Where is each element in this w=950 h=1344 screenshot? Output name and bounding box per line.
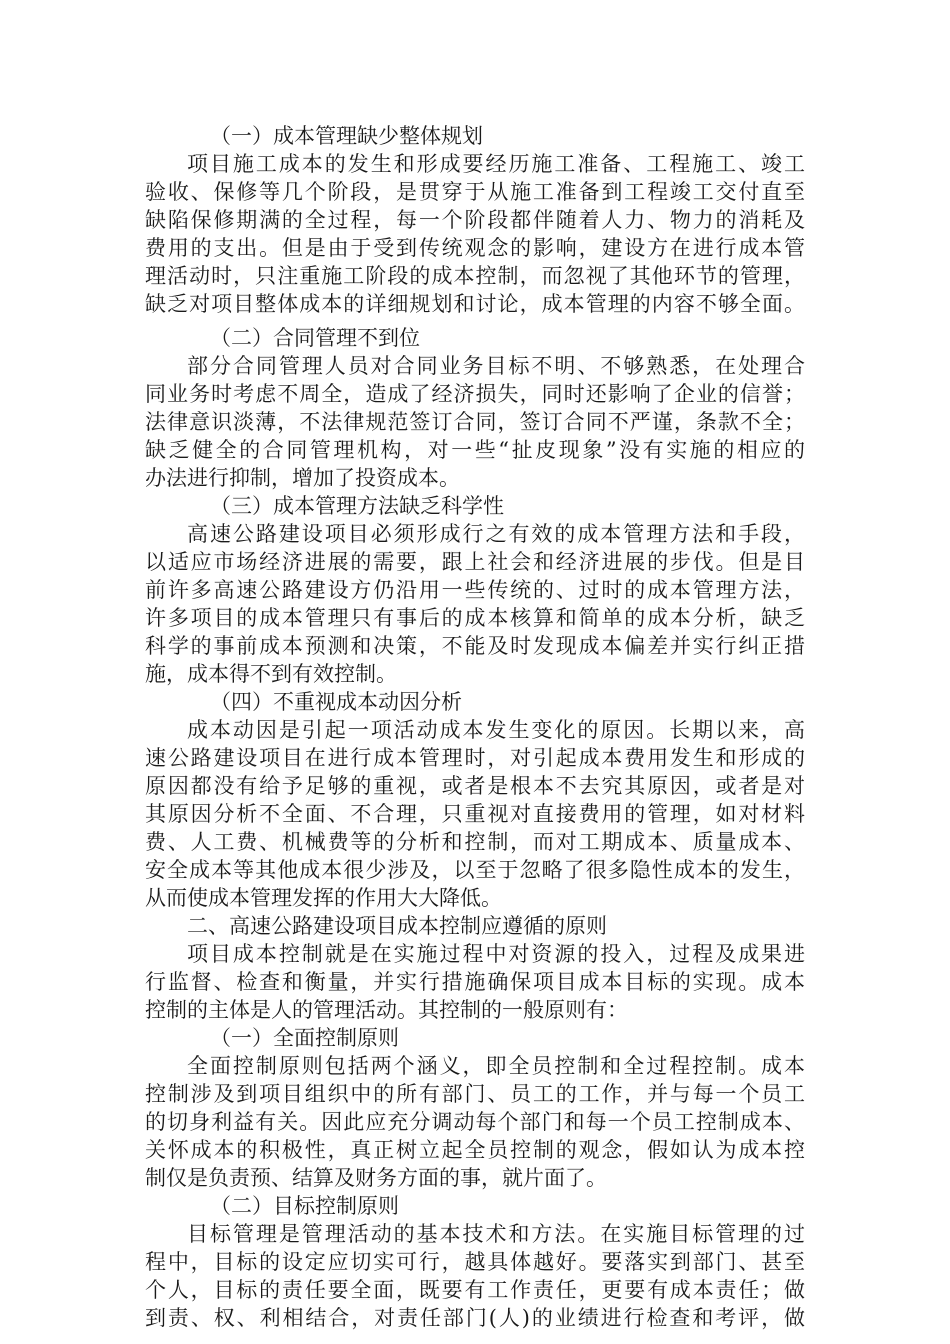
section-heading: （三）成本管理方法缺乏科学性	[210, 494, 504, 518]
paragraph-line: 办法进行抑制，增加了投资成本。	[145, 466, 460, 490]
paragraph-line: 的切身利益有关。因此应充分调动每个部门和每一个员工控制成本、	[145, 1110, 805, 1134]
part-heading: 二、高速公路建设项目成本控制应遵循的原则	[187, 914, 607, 938]
paragraph-line: 部分合同管理人员对合同业务目标不明、不够熟悉，在处理合	[187, 354, 805, 378]
paragraph-line: 行监督、检查和衡量，并实行措施确保项目成本目标的实现。成本	[145, 970, 805, 994]
paragraph-line: 个人，目标的责任要全面，既要有工作责任，更要有成本责任；做	[145, 1278, 805, 1302]
paragraph-line: 控制涉及到项目组织中的所有部门、员工的工作，并与每一个员工	[145, 1082, 805, 1106]
paragraph-line: 控制的主体是人的管理活动。其控制的一般原则有：	[145, 998, 628, 1022]
paragraph-line: 法律意识淡薄，不法律规范签订合同，签订合同不严谨，条款不全；	[145, 410, 805, 434]
paragraph-line: 目标管理是管理活动的基本技术和方法。在实施目标管理的过	[187, 1222, 805, 1246]
paragraph-line: 全面控制原则包括两个涵义，即全员控制和全过程控制。成本	[187, 1054, 805, 1078]
paragraph-line: 缺陷保修期满的全过程，每一个阶段都伴随着人力、物力的消耗及	[145, 208, 805, 232]
paragraph-line: 科学的事前成本预测和决策，不能及时发现成本偏差并实行纠正措	[145, 634, 805, 658]
section-heading: （四）不重视成本动因分析	[210, 690, 462, 714]
paragraph-line: 施，成本得不到有效控制。	[145, 662, 397, 686]
paragraph-line: 同业务时考虑不周全，造成了经济损失，同时还影响了企业的信誉；	[145, 382, 805, 406]
paragraph-line: 验收、保修等几个阶段，是贯穿于从施工准备到工程竣工交付直至	[145, 180, 805, 204]
paragraph-line: 高速公路建设项目必须形成行之有效的成本管理方法和手段，	[187, 522, 805, 546]
section-heading: （一）全面控制原则	[210, 1026, 399, 1050]
paragraph-line: 到责、权、利相结合，对责任部门(人)的业绩进行检查和考评，做	[145, 1306, 805, 1330]
paragraph-line: 制仅是负责预、结算及财务方面的事，就片面了。	[145, 1166, 607, 1190]
paragraph-line: 程中，目标的设定应切实可行，越具体越好。要落实到部门、甚至	[145, 1250, 805, 1274]
section-heading: （二）目标控制原则	[210, 1194, 399, 1218]
paragraph-line: 缺乏健全的合同管理机构，对一些“扯皮现象”没有实施的相应的	[145, 438, 805, 462]
paragraph-line: 成本动因是引起一项活动成本发生变化的原因。长期以来，高	[187, 718, 805, 742]
paragraph-line: 速公路建设项目在进行成本管理时，对引起成本费用发生和形成的	[145, 746, 805, 770]
section-heading: （一）成本管理缺少整体规划	[210, 124, 483, 148]
paragraph-line: 费用的支出。但是由于受到传统观念的影响，建设方在进行成本管	[145, 236, 805, 260]
paragraph-line: 前许多高速公路建设方仍沿用一些传统的、过时的成本管理方法，	[145, 578, 805, 602]
paragraph-line: 项目施工成本的发生和形成要经历施工准备、工程施工、竣工	[187, 152, 805, 176]
paragraph-line: 理活动时，只注重施工阶段的成本控制，而忽视了其他环节的管理，	[145, 264, 805, 288]
paragraph-line: 缺乏对项目整体成本的详细规划和讨论，成本管理的内容不够全面。	[145, 292, 805, 316]
paragraph-line: 从而使成本管理发挥的作用大大降低。	[145, 886, 502, 910]
paragraph-line: 项目成本控制就是在实施过程中对资源的投入，过程及成果进	[187, 942, 805, 966]
paragraph-line: 安全成本等其他成本很少涉及，以至于忽略了很多隐性成本的发生，	[145, 858, 805, 882]
paragraph-line: 其原因分析不全面、不合理，只重视对直接费用的管理，如对材料	[145, 802, 805, 826]
paragraph-line: 原因都没有给予足够的重视，或者是根本不去究其原因，或者是对	[145, 774, 805, 798]
paragraph-line: 以适应市场经济进展的需要，跟上社会和经济进展的步伐。但是目	[145, 550, 805, 574]
paragraph-line: 关怀成本的积极性，真正树立起全员控制的观念，假如认为成本控	[145, 1138, 805, 1162]
paragraph-line: 许多项目的成本管理只有事后的成本核算和简单的成本分析，缺乏	[145, 606, 805, 630]
section-heading: （二）合同管理不到位	[210, 326, 420, 350]
paragraph-line: 费、人工费、机械费等的分析和控制，而对工期成本、质量成本、	[145, 830, 805, 854]
